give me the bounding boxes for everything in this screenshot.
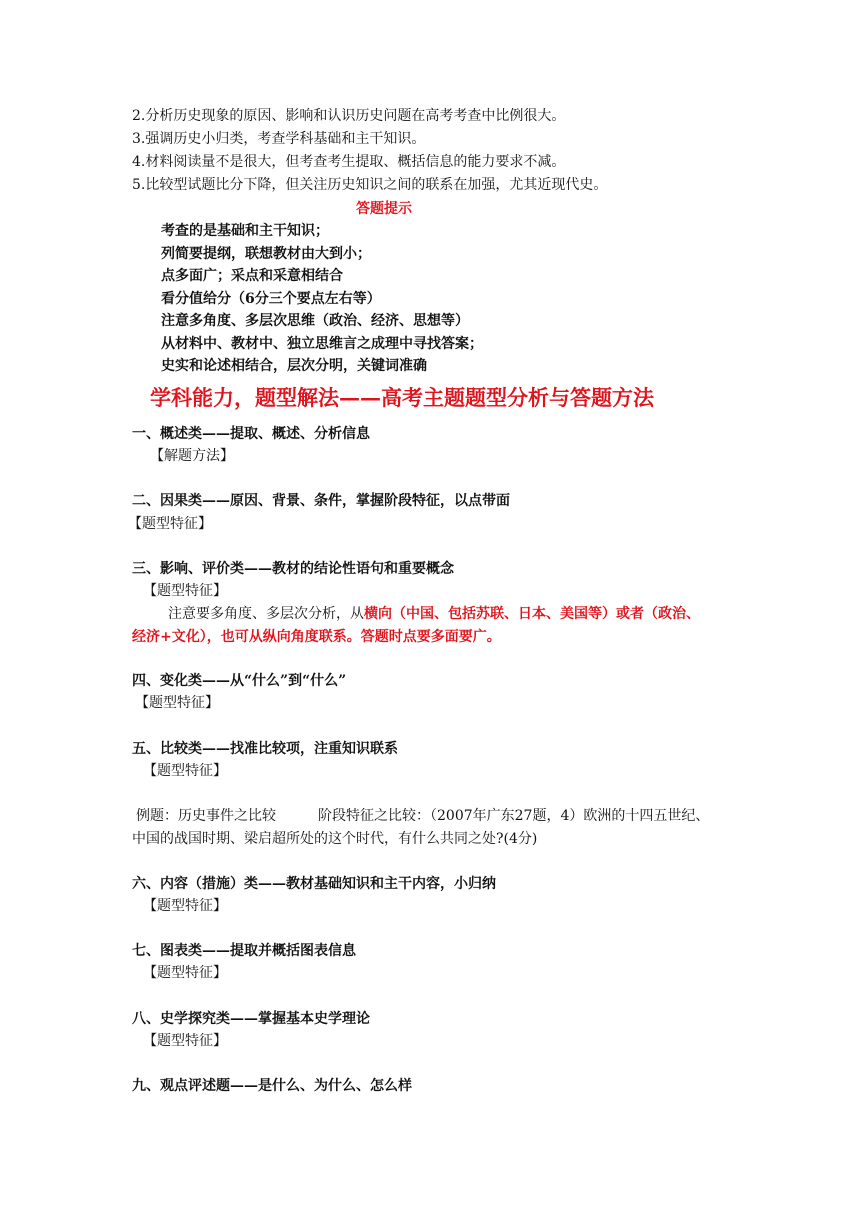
section-heading: 八、史学探究类——掌握基本史学理论 (132, 1011, 370, 1027)
section-heading: 九、观点评述题——是什么、为什么、怎么样 (132, 1078, 412, 1094)
tip-item: 注意多角度、多层次思维（政治、经济、思想等） (161, 313, 469, 329)
paragraph-highlight: 横向（中国、包括苏联、日本、美国等）或者（政治、 (364, 606, 700, 622)
intro-point-5: 5.比较型试题比分下降，但关注历史知识之间的联系在加强，尤其近现代史。 (132, 177, 608, 193)
section-subheading: 【解题方法】 (150, 448, 234, 464)
section-subheading: 【题型特征】 (143, 898, 227, 914)
section-subheading: 【题型特征】 (143, 965, 227, 981)
tip-item: 点多面广；采点和采意相结合 (161, 268, 343, 284)
tip-item: 史实和论述相结合，层次分明，关键词准确 (161, 358, 427, 374)
section-subheading: 【题型特征】 (143, 763, 227, 779)
tip-item: 列简要提纲，联想教材由大到小； (161, 246, 371, 262)
section-heading: 一、概述类——提取、概述、分析信息 (132, 426, 370, 442)
section-heading: 四、变化类——从“什么”到“什么” (132, 673, 347, 689)
tips-heading: 答题提示 (356, 201, 412, 217)
tip-item: 看分值给分（6分三个要点左右等） (161, 291, 381, 307)
tip-item: 从材料中、教材中、独立思维言之成理中寻找答案； (161, 336, 483, 352)
intro-point-4: 4.材料阅读量不是很大，但考查考生提取、概括信息的能力要求不减。 (132, 154, 566, 170)
section-heading: 七、图表类——提取并概括图表信息 (132, 943, 356, 959)
section-heading: 三、影响、评价类——教材的结论性语句和重要概念 (132, 561, 454, 577)
intro-point-2: 2.分析历史现象的原因、影响和认识历史问题在高考考查中比例很大。 (132, 108, 566, 124)
intro-point-3: 3.强调历史小归类，考查学科基础和主干知识。 (132, 131, 426, 147)
section-subheading: 【题型特征】 (143, 583, 227, 599)
section-paragraph-line-2: 经济+文化），也可从纵向角度联系。答题时点要多面要广。 (132, 629, 501, 645)
section-subheading: 【题型特征】 (135, 695, 219, 711)
section-subheading: 【题型特征】 (143, 1033, 227, 1049)
section-subheading: 【题型特征】 (128, 516, 212, 532)
section-heading: 五、比较类——找准比较项，注重知识联系 (132, 741, 398, 757)
example-line-1: 例题：历史事件之比较 阶段特征之比较：（2007年广东27题，4）欧洲的十四五世纪、 (136, 808, 710, 824)
section-paragraph-line-1 (168, 604, 700, 624)
example-line-2: 中国的战国时期、梁启超所处的这个时代，有什么共同之处?(4分) (132, 831, 538, 847)
tip-item: 考查的是基础和主干知识； (161, 223, 329, 239)
section-heading: 二、因果类——原因、背景、条件，掌握阶段特征，以点带面 (132, 493, 510, 509)
section-heading: 六、内容（措施）类——教材基础知识和主干内容，小归纳 (132, 876, 496, 892)
main-title: 学科能力，题型解法——高考主题题型分析与答题方法 (150, 385, 654, 410)
paragraph-text: 注意要多角度、多层次分析，从 (168, 606, 364, 622)
